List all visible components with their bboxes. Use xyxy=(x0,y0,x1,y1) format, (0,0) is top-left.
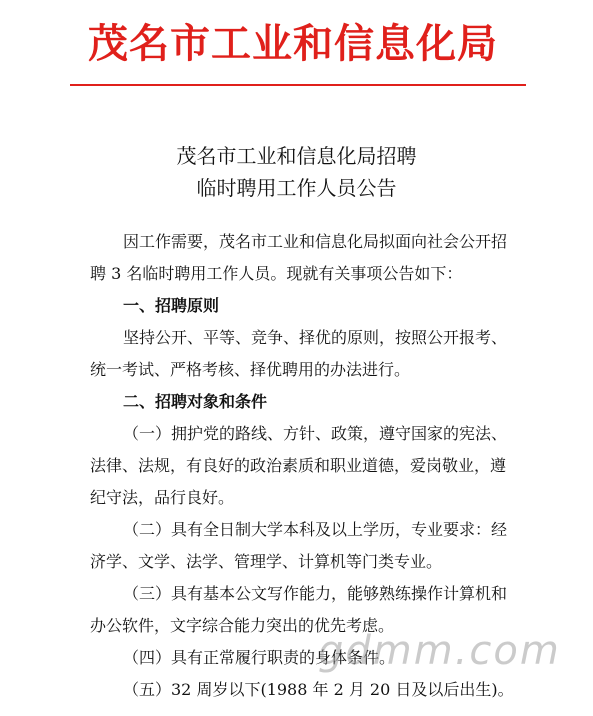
item-1-line-3: 纪守法，品行良好。 xyxy=(90,488,235,507)
document-title-line-2: 临时聘用工作人员公告 xyxy=(196,176,397,200)
item-5-line-1: （五）32 周岁以下(1988 年 2 月 20 日及以后出生)。 xyxy=(123,680,514,699)
section-1-heading: 一、招聘原则 xyxy=(123,296,220,315)
body-intro-line-1: 因工作需要，茂名市工业和信息化局拟面向社会公开招 xyxy=(123,232,508,251)
section-1-paragraph-line-2: 统一考试、严格考核、择优聘用的办法进行。 xyxy=(90,360,411,379)
masthead-red-rule xyxy=(70,84,526,86)
section-1-paragraph-line-1: 坚持公开、平等、竞争、择优的原则，按照公开报考、 xyxy=(123,328,508,347)
item-4-line-1: （四）具有正常履行职责的身体条件。 xyxy=(123,648,396,667)
document-title-line-1: 茂名市工业和信息化局招聘 xyxy=(176,144,417,168)
section-2-heading: 二、招聘对象和条件 xyxy=(123,392,268,411)
item-1-line-1: （一）拥护党的路线、方针、政策，遵守国家的宪法、 xyxy=(123,424,508,443)
masthead-org-name: 茂名市工业和信息化局 xyxy=(88,21,498,67)
item-1-line-2: 法律、法规，有良好的政治素质和职业道德，爱岗敬业，遵 xyxy=(90,456,507,475)
item-2-line-1: （二）具有全日制大学本科及以上学历，专业要求：经 xyxy=(123,520,508,539)
item-2-line-2: 济学、文学、法学、管理学、计算机等门类专业。 xyxy=(90,552,443,571)
item-3-line-2: 办公软件，文字综合能力突出的优先考虑。 xyxy=(90,616,395,635)
item-3-line-1: （三）具有基本公文写作能力，能够熟练操作计算机和 xyxy=(123,584,508,603)
body-intro-line-2: 聘 3 名临时聘用工作人员。现就有关事项公告如下： xyxy=(90,264,463,283)
site-watermark: gdmm.com xyxy=(318,628,561,674)
